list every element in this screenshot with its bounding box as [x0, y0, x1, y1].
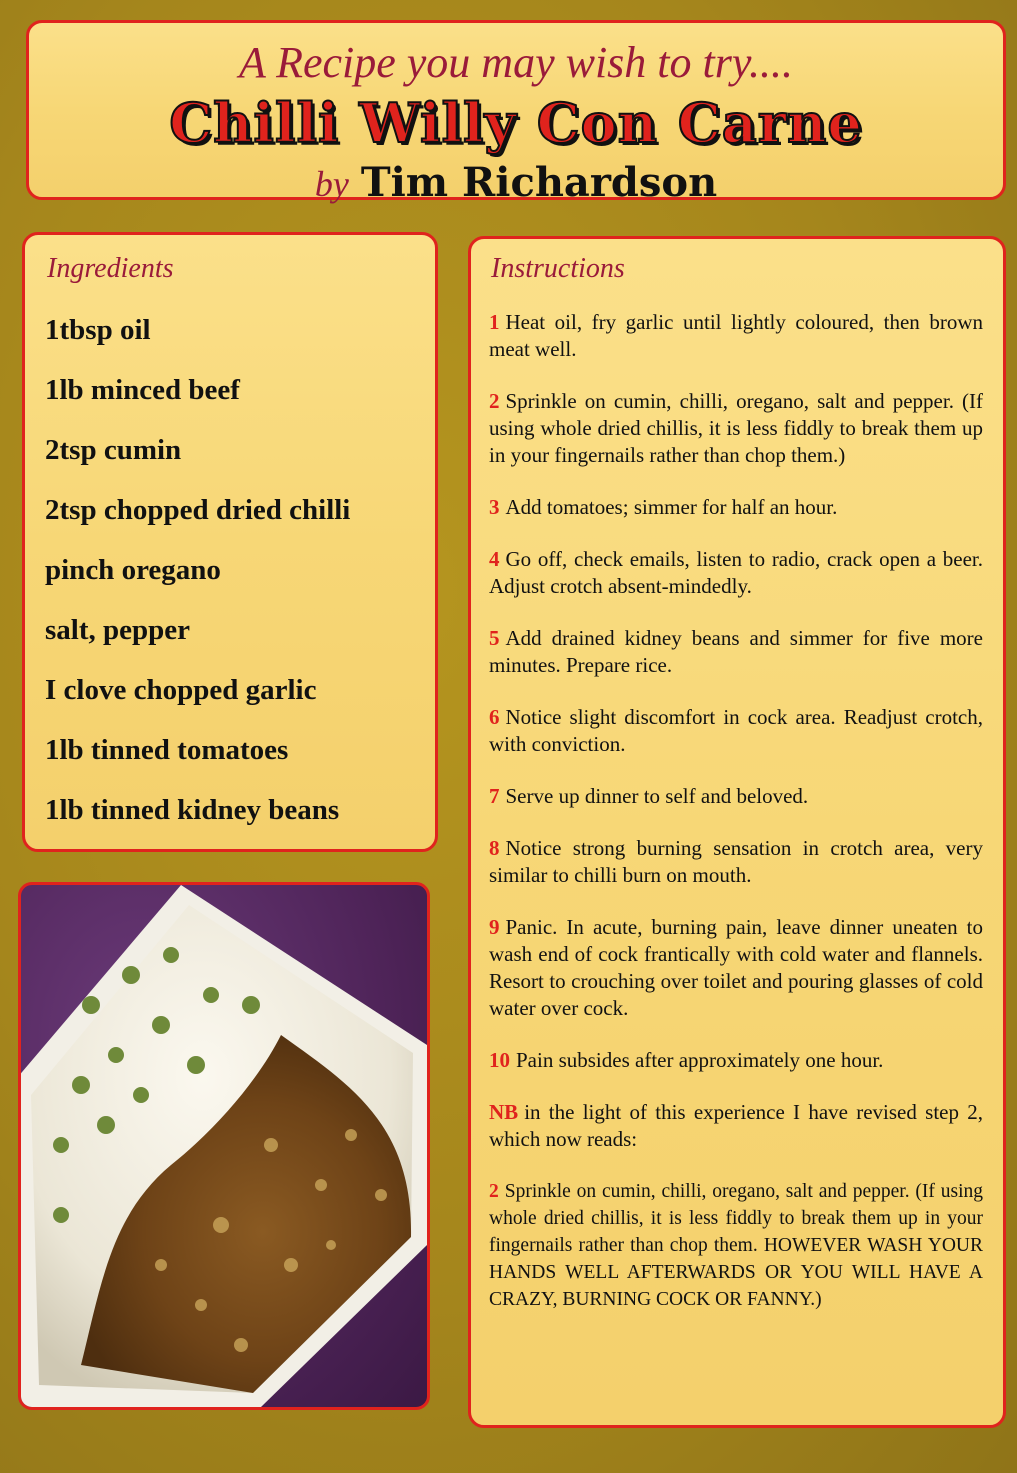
instruction-step: [489, 625, 983, 679]
step-number: 10: [489, 1048, 510, 1072]
instruction-step: [489, 388, 983, 469]
ingredient-item: salt, pepper: [45, 614, 190, 646]
step-text: Add drained kidney beans and simmer for five more minutes. Prepare rice.: [489, 626, 983, 677]
instruction-step: [489, 494, 983, 521]
step-text: Notice strong burning sensation in crotch area, very similar to chilli burn on mouth.: [489, 836, 983, 887]
recipe-title: Chilli Willy Con Carne: [169, 91, 863, 155]
instructions-list: [489, 309, 983, 1338]
instruction-step: [489, 546, 983, 600]
step-number: 9: [489, 915, 500, 939]
ingredient-item: 1tbsp oil: [45, 314, 151, 346]
step-text: Notice slight discomfort in cock area. Readjust crotch, with conviction.: [489, 705, 983, 756]
step-text: Heat oil, fry garlic until lightly coloured, then brown meat well.: [489, 310, 983, 361]
ingredients-panel: [22, 232, 438, 852]
ingredient-item: pinch oregano: [45, 554, 221, 586]
step-number: 3: [489, 495, 500, 519]
dish-photo: [18, 882, 430, 1410]
step-number: 2: [489, 389, 500, 413]
step-text: Add tomatoes; simmer for half an hour.: [505, 495, 838, 519]
ingredient-item: 1lb minced beef: [45, 374, 240, 406]
step-text: Sprinkle on cumin, chilli, oregano, salt and pepper. (If using whole dried chillis, it is less fiddly to break them up in your fingernails rather than chop them. HOWEVER WASH YOUR HANDS WELL AFTERWARDS OR YOU WILL HAVE A CRAZY, BURNING COCK OR FANNY.): [489, 1181, 983, 1310]
byline: [29, 161, 1003, 206]
instructions-heading: Instructions: [491, 253, 625, 284]
ingredient-item: 1lb tinned tomatoes: [45, 734, 289, 766]
chilli-rice-illustration: [21, 885, 427, 1407]
ingredient-item: 2tsp chopped dried chilli: [45, 494, 351, 526]
nb-note: [489, 1099, 983, 1153]
instruction-step: [489, 835, 983, 889]
instruction-step: [489, 309, 983, 363]
pre-title: A Recipe you may wish to try....: [239, 38, 793, 87]
step-text: Pain subsides after approximately one hour.: [516, 1048, 884, 1072]
step-number: 1: [489, 310, 500, 334]
instruction-step: [489, 783, 983, 810]
ingredient-item: 1lb tinned kidney beans: [45, 794, 340, 826]
step-text: Panic. In acute, burning pain, leave dinner uneaten to wash end of cock frantically with cold water and flannels. Resort to crouching over toilet and pouring glasses of cold water over cock.: [489, 915, 983, 1020]
step-text: Serve up dinner to self and beloved.: [505, 784, 809, 808]
ingredient-item: 2tsp cumin: [45, 434, 182, 466]
step-text: in the light of this experience I have revised step 2, which now reads:: [489, 1100, 983, 1151]
nb-label: NB: [489, 1100, 519, 1124]
title-panel: [26, 20, 1006, 206]
instructions-panel: [468, 236, 1006, 1428]
author-name: Tim Richardson: [360, 159, 718, 206]
step-number: 7: [489, 784, 500, 808]
step-number: 8: [489, 836, 500, 860]
step-number: 6: [489, 705, 500, 729]
step-number: 4: [489, 547, 500, 571]
step-text: Go off, check emails, listen to radio, crack open a beer. Adjust crotch absent-mindedly.: [489, 547, 983, 598]
step-number: 2: [489, 1181, 499, 1202]
instruction-step: [489, 704, 983, 758]
revised-step: [489, 1178, 983, 1313]
by-label: by: [314, 164, 349, 204]
step-text: Sprinkle on cumin, chilli, oregano, salt and pepper. (If using whole dried chillis, it is less fiddly to break them up in your fingernails rather than chop them.): [489, 389, 983, 467]
instruction-step: [489, 914, 983, 1022]
ingredients-heading: Ingredients: [47, 253, 174, 284]
step-number: 5: [489, 626, 500, 650]
ingredients-list: [45, 307, 350, 847]
instruction-step: [489, 1047, 983, 1074]
ingredient-item: I clove chopped garlic: [45, 674, 317, 706]
